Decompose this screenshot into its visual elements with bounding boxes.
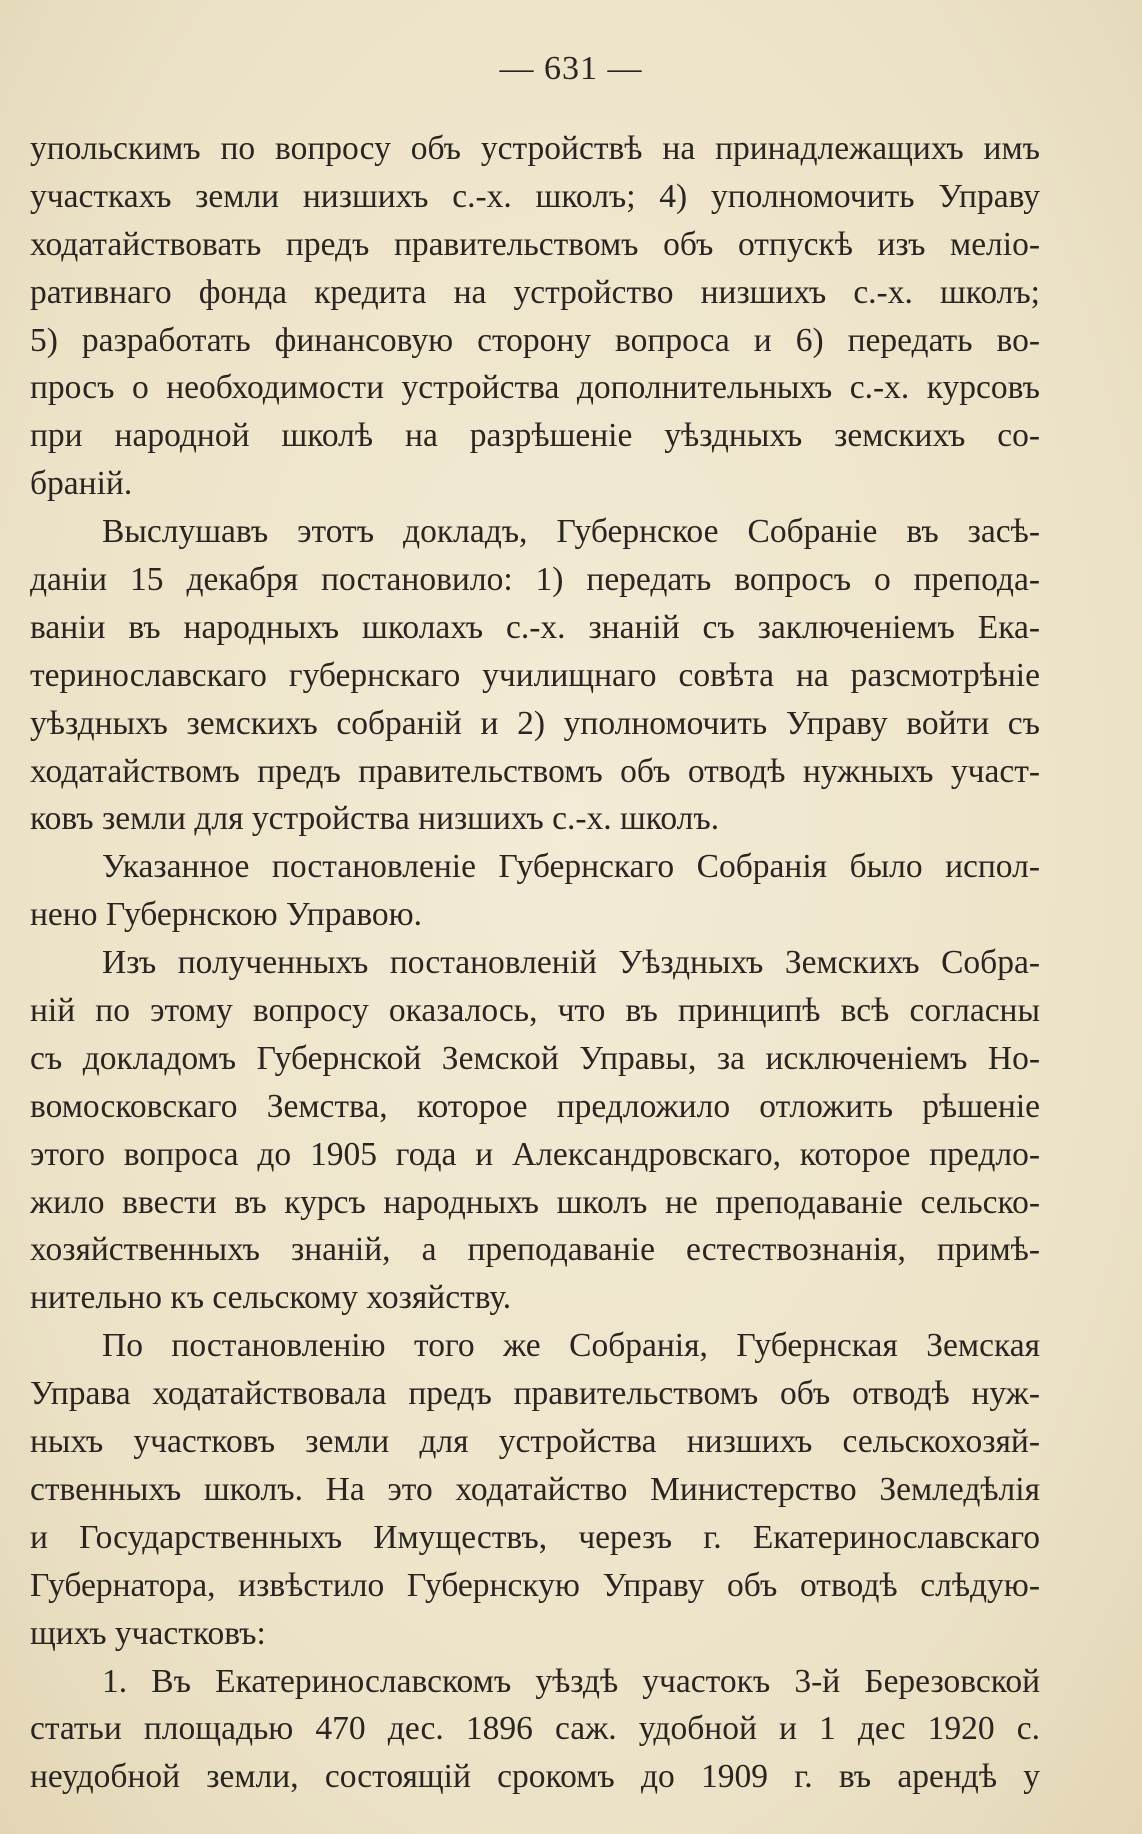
text-line: ративнаго фонда кредита на устройство низшихъ с.-х. школъ; [30, 273, 1040, 311]
text-line: ходатайствомъ предъ правительствомъ объ отводѣ нужныхъ участ- [30, 752, 1040, 790]
text-line: просъ о необходимости устройства дополнительныхъ с.-х. курсовъ [30, 369, 1040, 407]
page-number: — 631 — [499, 50, 643, 87]
text-line: ныхъ участковъ земли для устройства низшихъ сельскохозяй- [30, 1423, 1040, 1461]
text-line: хозяйственныхъ знаній, а преподаваніе естествознанія, примѣ- [30, 1231, 1040, 1269]
text-line: Выслушавъ этотъ докладъ, Губернское Собраніе въ засѣ- [102, 513, 1040, 551]
text-line: вомосковскаго Земства, которое предложило отложить рѣшеніе [30, 1087, 1040, 1125]
text-line: участкахъ земли низшихъ с.-х. школъ; 4) уполномочить Управу [30, 177, 1040, 215]
text-line: Губернатора, извѣстило Губернскую Управу объ отводѣ слѣдую- [30, 1566, 1040, 1604]
text-line: съ докладомъ Губернской Земской Управы, за исключеніемъ Но- [30, 1039, 1040, 1077]
text-line: Изъ полученныхъ постановленій Уѣздныхъ Земскихъ Собра- [102, 944, 1040, 982]
text-line: ковъ земли для устройства низшихъ с.-х. школъ. [30, 800, 720, 838]
text-line: ваніи въ народныхъ школахъ с.-х. знаній съ заключеніемъ Ека- [30, 608, 1040, 646]
text-line: нительно къ сельскому хозяйству. [30, 1279, 512, 1317]
text-line: и Государственныхъ Имуществъ, черезъ г. Екатеринославскаго [30, 1518, 1040, 1556]
text-line: неудобной земли, состоящій срокомъ до 1909 г. въ арендѣ у [30, 1758, 1040, 1796]
text-line: браній. [30, 465, 133, 503]
text-line: Управа ходатайствовала предъ правительствомъ объ отводѣ нуж- [30, 1375, 1040, 1413]
text-line: ственныхъ школъ. На это ходатайство Министерство Земледѣлія [30, 1470, 1040, 1508]
text-line: статьи площадью 470 дес. 1896 саж. удобной и 1 дес 1920 с. [30, 1710, 1040, 1748]
text-line: теринославскаго губернскаго училищнаго совѣта на разсмотрѣніе [30, 656, 1040, 694]
text-line: ній по этому вопросу оказалось, что въ принципѣ всѣ согласны [30, 992, 1040, 1030]
text-line: щихъ участковъ: [30, 1614, 266, 1652]
body-text [30, 125, 1040, 1801]
text-line: жило ввести въ курсъ народныхъ школъ не преподаваніе сельско- [30, 1183, 1040, 1221]
text-line: при народной школѣ на разрѣшеніе уѣздныхъ земскихъ со- [30, 417, 1040, 455]
text-line: ходатайствовать предъ правительствомъ объ отпускѣ изъ меліо- [30, 225, 1040, 263]
text-line: упольскимъ по вопросу объ устройствѣ на принадлежащихъ имъ [30, 130, 1040, 167]
text-line: 5) разработать финансовую сторону вопроса и 6) передать во- [30, 321, 1040, 359]
text-line: нено Губернскою Управою. [30, 896, 423, 934]
text-line: По постановленію того же Собранія, Губернская Земская [102, 1327, 1040, 1365]
text-line: Указанное постановленіе Губернскаго Собранія было испол- [102, 848, 1040, 886]
text-line: 1. Въ Екатеринославскомъ уѣздѣ участокъ 3-й Березовской [102, 1662, 1040, 1700]
text-line: уѣздныхъ земскихъ собраній и 2) уполномочить Управу войти съ [30, 704, 1040, 742]
text-line: даніи 15 декабря постановило: 1) передать вопросъ о препода- [30, 561, 1040, 599]
text-line: этого вопроса до 1905 года и Александровскаго, которое предло- [30, 1135, 1040, 1173]
